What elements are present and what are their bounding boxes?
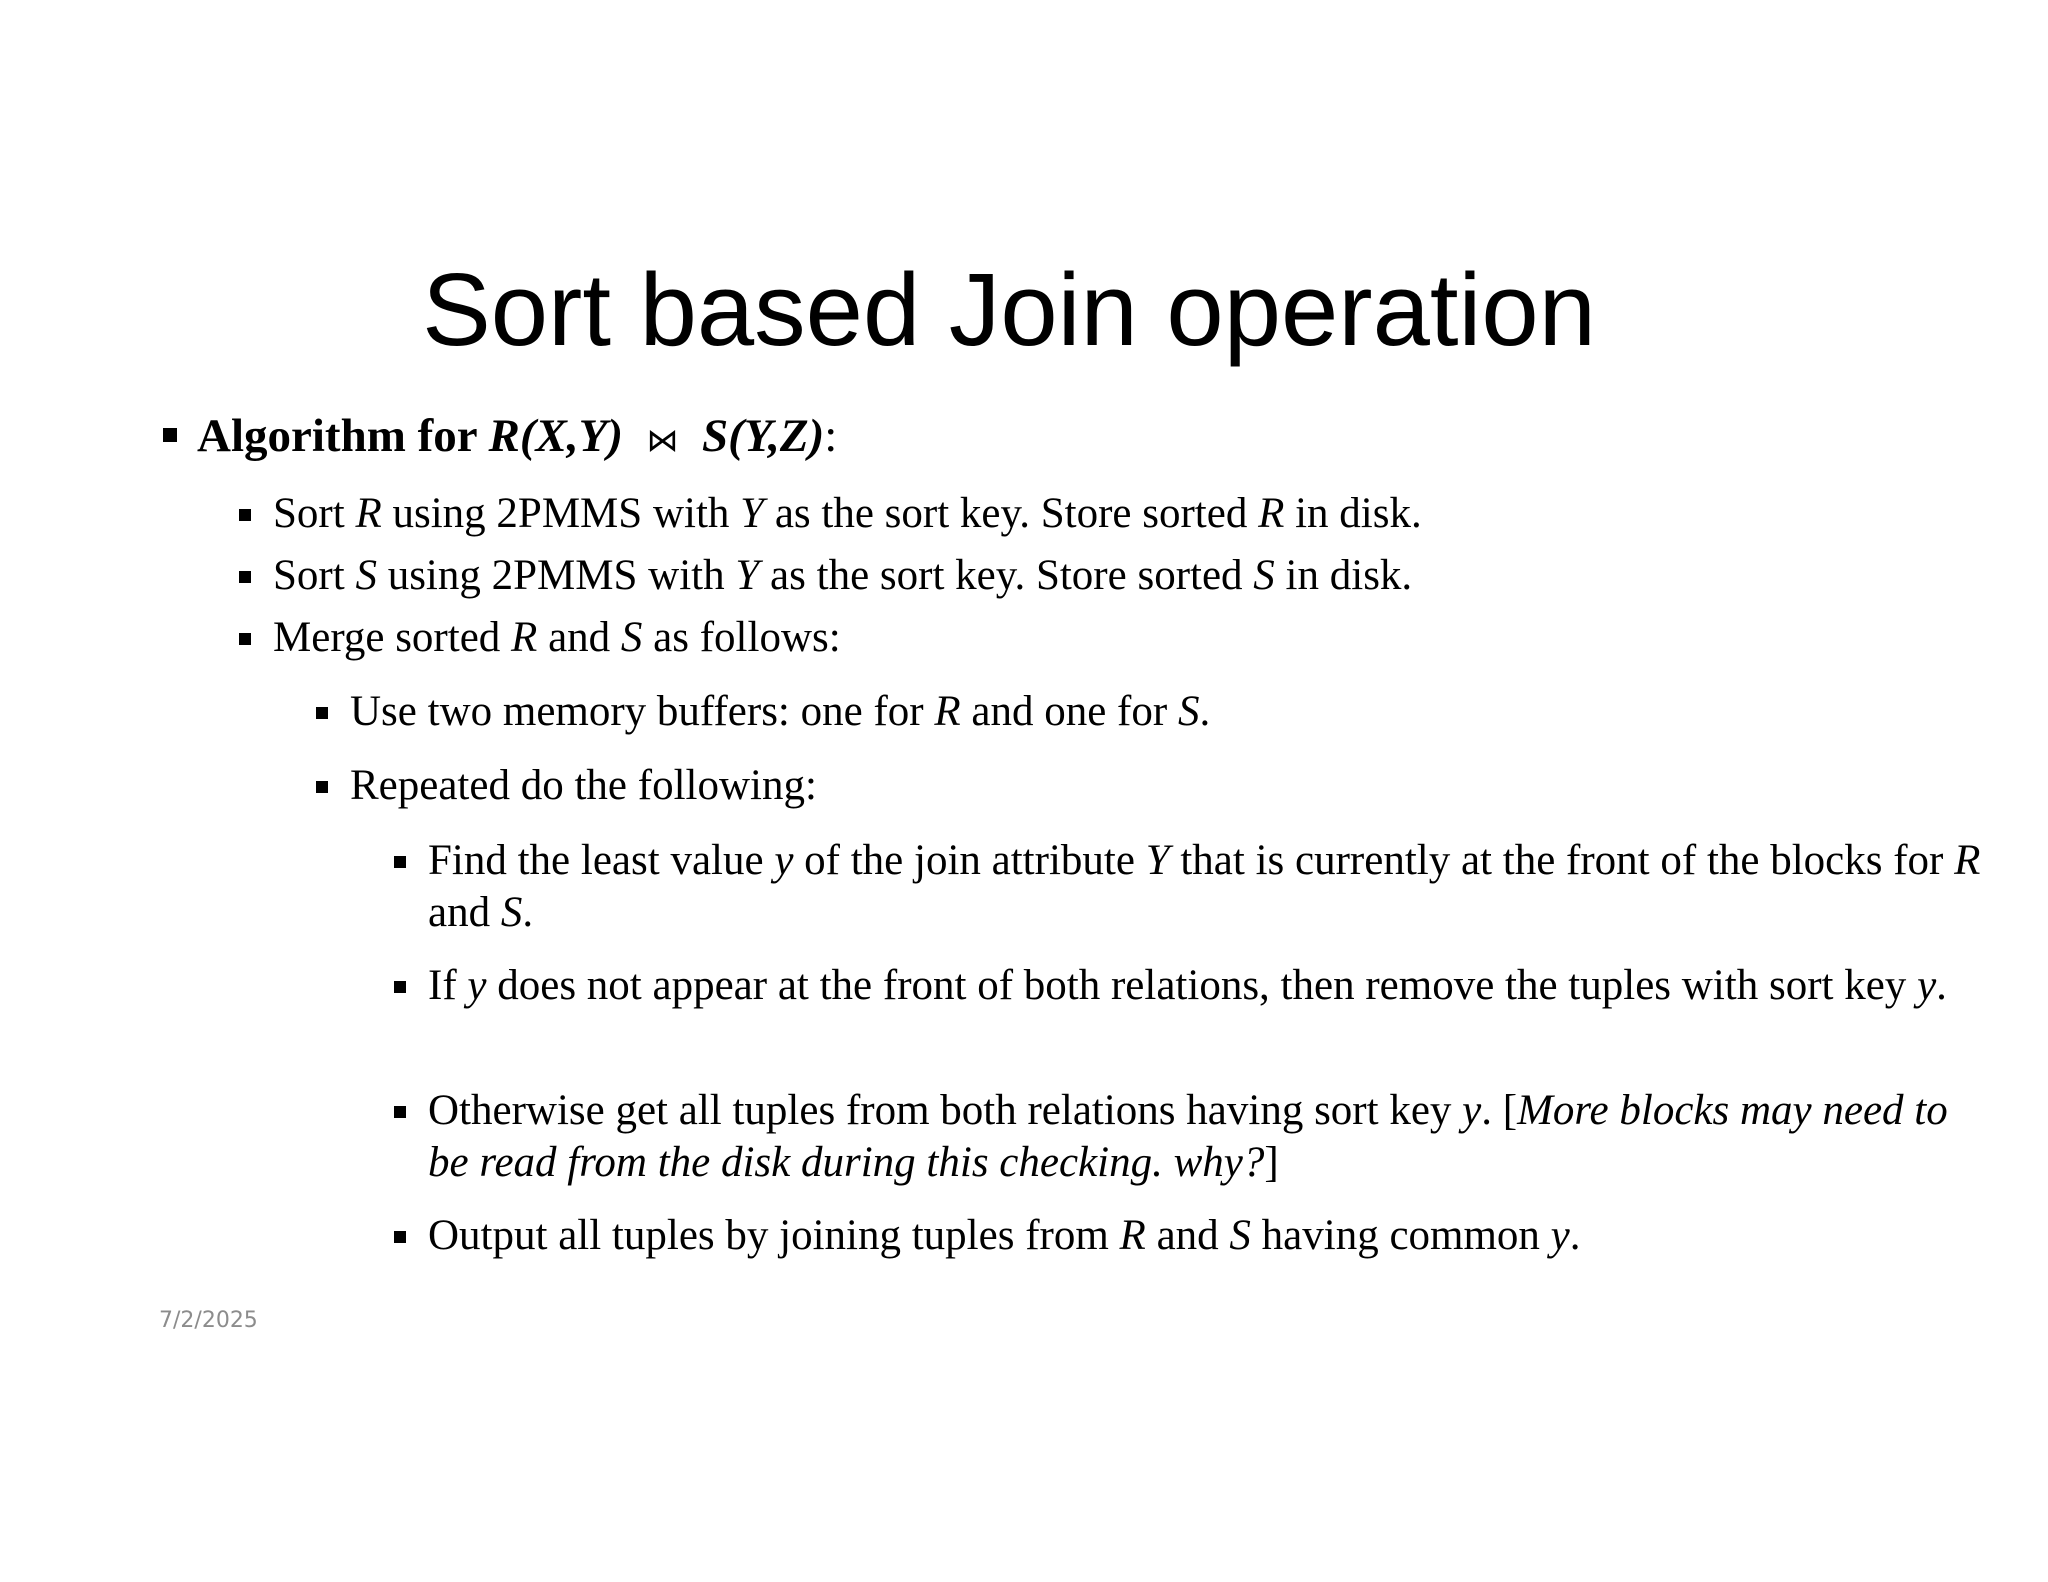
math-var: S: [620, 614, 643, 661]
math-var: y: [774, 837, 794, 884]
slide-title: Sort based Join operation: [422, 252, 1596, 367]
math-var: R: [355, 490, 382, 537]
text-segment: Find the least value: [428, 837, 775, 884]
text-segment: . [: [1481, 1087, 1518, 1134]
algorithm-heading: [197, 408, 837, 468]
sort-r-step: [273, 488, 1422, 540]
italic-note: More blocks may need to be read from the disk during this checking. why?: [428, 1087, 1948, 1186]
text-segment: .: [1569, 1212, 1581, 1259]
text-segment: using 2PMMS with: [381, 490, 741, 537]
bullet-square-icon: [163, 428, 177, 442]
math-var: S: [355, 552, 377, 599]
bullet-square-icon: [394, 1106, 406, 1118]
text-segment: Otherwise get all tuples from both relations having sort key: [428, 1087, 1463, 1134]
slide-date: 7/2/2025: [159, 1308, 258, 1333]
buffers-step: [350, 686, 1210, 738]
text-segment: Use two memory buffers: one for: [350, 688, 935, 735]
text-segment: and: [537, 614, 621, 661]
math-var: y: [1917, 962, 1937, 1009]
math-var: R: [1119, 1212, 1146, 1259]
text-segment: Sort: [273, 552, 356, 599]
text-segment: and: [428, 889, 501, 936]
math-var: y: [1550, 1212, 1570, 1259]
text-segment: ]: [1264, 1139, 1279, 1186]
math-var: S: [500, 889, 523, 936]
math-var: y: [467, 962, 487, 1009]
math-var: Y: [735, 552, 760, 599]
math-var: R: [934, 688, 961, 735]
text-segment: and: [1145, 1212, 1230, 1259]
algorithm-label: Algorithm for: [197, 410, 489, 462]
text-segment: as the sort key. Store sorted: [764, 490, 1259, 537]
text-segment: that is currently at the front of the blocks for: [1169, 837, 1955, 884]
math-var: R: [1954, 837, 1981, 884]
r-relation-expr: R(X,Y): [488, 410, 623, 462]
text-segment: in disk.: [1284, 490, 1422, 537]
text-segment: If: [428, 962, 468, 1009]
bullet-square-icon: [394, 856, 406, 868]
output-step: [428, 1210, 1581, 1262]
text-segment: Repeated do the following:: [350, 762, 817, 809]
math-var: S: [1177, 688, 1200, 735]
sort-s-step: [273, 550, 1412, 602]
bullet-square-icon: [239, 633, 251, 645]
bullet-square-icon: [394, 981, 406, 993]
text-segment: as the sort key. Store sorted: [759, 552, 1254, 599]
heading-colon: :: [824, 410, 838, 462]
bullet-square-icon: [316, 707, 328, 719]
text-segment: .: [1199, 688, 1211, 735]
find-step: [428, 835, 1988, 939]
math-var: Y: [740, 490, 765, 537]
bullet-square-icon: [239, 571, 251, 583]
math-var: R: [1258, 490, 1285, 537]
s-relation-expr: S(Y,Z): [702, 410, 825, 462]
text-segment: Sort: [273, 490, 356, 537]
text-segment: Merge sorted: [273, 614, 512, 661]
bullet-square-icon: [394, 1231, 406, 1243]
text-segment: does not appear at the front of both relations, then remove the tuples with sort key: [486, 962, 1918, 1009]
otherwise-step: [428, 1085, 1988, 1189]
text-segment: .: [522, 889, 534, 936]
text-segment: as follows:: [642, 614, 841, 661]
merge-step: [273, 612, 841, 664]
text-segment: and one for: [960, 688, 1178, 735]
join-symbol: ⋈: [646, 421, 679, 459]
if-not-step: [428, 960, 1988, 1012]
text-segment: .: [1936, 962, 1947, 1009]
repeat-step: [350, 760, 817, 812]
math-var: S: [1229, 1212, 1251, 1259]
math-var: S: [1253, 552, 1275, 599]
text-segment: of the join attribute: [793, 837, 1146, 884]
text-segment: having common: [1250, 1212, 1551, 1259]
math-var: y: [1462, 1087, 1482, 1134]
bullet-square-icon: [316, 781, 328, 793]
text-segment: in disk.: [1274, 552, 1413, 599]
text-segment: Output all tuples by joining tuples from: [428, 1212, 1120, 1259]
math-var: Y: [1145, 837, 1170, 884]
text-segment: using 2PMMS with: [376, 552, 736, 599]
bullet-square-icon: [239, 509, 251, 521]
math-var: R: [511, 614, 538, 661]
